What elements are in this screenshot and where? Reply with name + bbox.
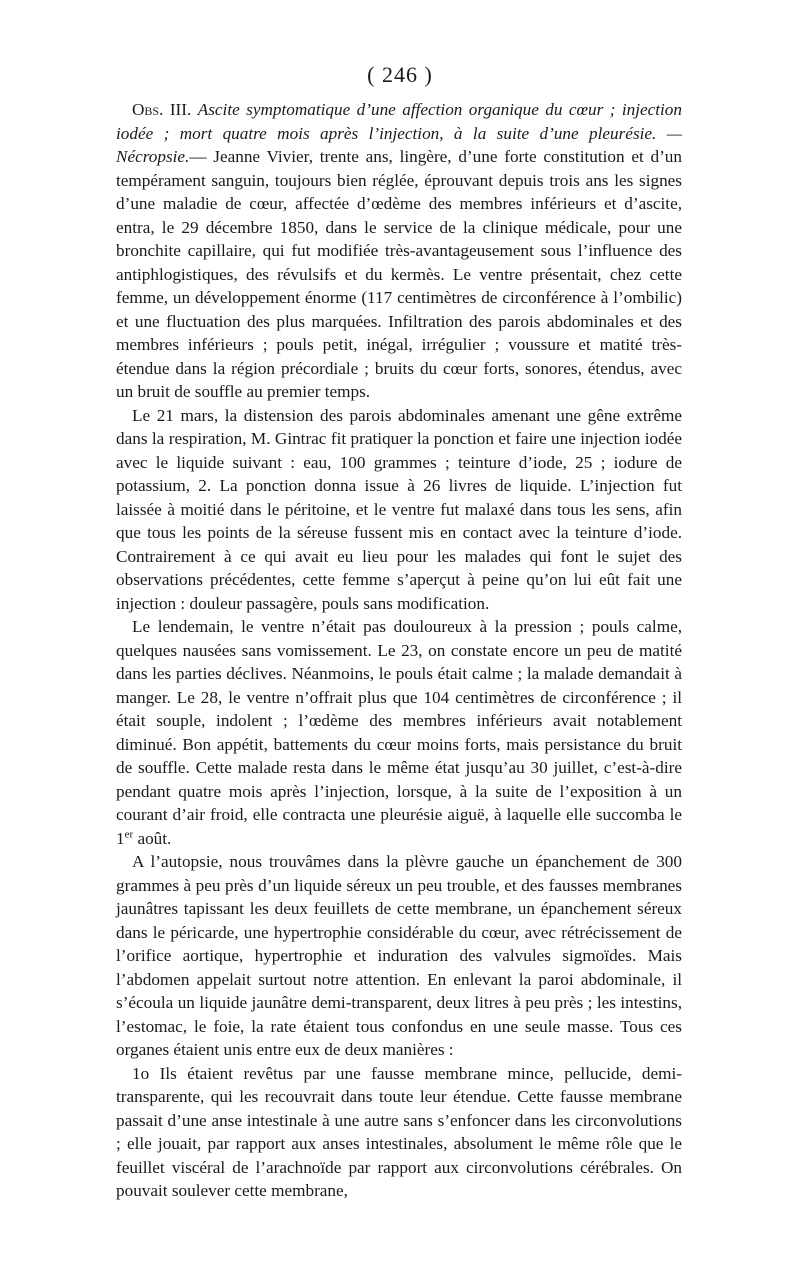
paragraph-injection: Le 21 mars, la distension des parois abdominales amenant une gêne extrême dans la respiration, M. Gintrac fit pratiquer la ponction et faire une injection iodée avec le liquide suivant : eau, 100 grammes ; teinture d’iode, 25 ; iodure de potassium, 2. La ponction donna issue à 26 livres de liquide. L’injection fut laissée à moitié dans le péritoine, et le ventre fut malaxé dans tous les sens, afin que tous les points de la séreuse fussent mis en contact avec la teinture d’iode. Contrairement à ce qui avait eu lieu pour les malades qui font le sujet des observations précédentes, cette femme s’aperçut à peine qu’on lui eût fait une injection : douleur passagère, pouls sans modification.: [116, 405, 682, 613]
observation-body: — Jeanne Vivier, trente ans, lingère, d’une forte constitution et d’un tempérament sanguin, toujours bien réglée, éprouvant depuis trois ans les signes d’une maladie de cœur, affectée d’œdème des membres inférieurs et d’ascite, entra, le 29 décembre 1850, dans le service de la clinique médicale, pour une bronchite capillaire, qui fut modifiée très-avantageusement sous l’influence des antiphlogistiques, des révulsifs et du kermès. Le ventre présentait, chez cette femme, un développement énorme (117 centimètres de circonférence à l’ombilic) et une fluctuation des plus marquées. Infiltration des parois abdominales et des membres inférieurs ; pouls petit, inégal, irrégulier ; voussure et matité très-étendue dans la région précordiale ; bruits du cœur forts, sonores, étendus, avec un bruit de souffle au premier temps.: [116, 147, 682, 401]
paragraph-followup: [116, 615, 682, 850]
ordinal-superscript: er: [124, 827, 134, 840]
paragraph-autopsy: A l’autopsie, nous trouvâmes dans la plèvre gauche un épanchement de 300 grammes à peu près d’un liquide séreux un peu trouble, et des fausses membranes jaunâtres tapissant les deux feuillets de cette membrane, un épanchement séreux dans le péricarde, une hypertrophie considérable du cœur, avec rétrécissement de l’orifice aortique, hypertrophie et induration des valvules sigmoïdes. Mais l’abdomen appelait surtout notre attention. En enlevant la paroi abdominale, il s’écoula un liquide jaunâtre demi-transparent, deux litres à peu près ; les intestins, l’estomac, le foie, la rate étaient tous confondus en une seule masse. Tous ces organes étaient unis entre eux de deux manières :: [116, 852, 682, 1059]
paragraph-followup-end: août.: [133, 828, 172, 848]
observation-label: Obs. III.: [132, 100, 192, 119]
paragraph-first-manner: 1o Ils étaient revêtus par une fausse membrane mince, pellucide, demi-transparente, qui les recouvrait dans toute leur étendue. Cette fausse membrane passait d’une anse intestinale à une autre sans s’enfoncer dans les circonvolutions ; elle jouait, par rapport aux anses intestinales, absolument le même rôle que le feuillet viscéral de l’arachnoïde par rapport aux circonvolutions cérébrales. On pouvait soulever cette membrane,: [116, 1063, 682, 1200]
observation-title: Ascite symptomatique d’une affection organique du cœur ; injection iodée ; mort quatre mois après l’injection, à la suite d’une pleurésie. — Nécropsie.: [116, 100, 682, 166]
observation-paragraph: [116, 98, 682, 404]
page-body: [116, 98, 682, 1203]
paragraph-followup-text: Le lendemain, le ventre n’était pas douloureux à la pression ; pouls calme, quelques nausées sans vomissement. Le 23, on constate encore un peu de matité dans les parties déclives. Néanmoins, le pouls était calme ; la malade demandait à manger. Le 28, le ventre n’offrait plus que 104 centimètres de circonférence ; il était souple, indolent ; l’œdème des membres inférieurs avait notablement diminué. Bon appétit, battements du cœur moins forts, mais persistance du bruit de souffle. Cette malade resta dans le même état jusqu’au 30 juillet, c’est-à-dire pendant quatre mois après l’injection, lorsque, à la suite de l’exposition à un courant d’air froid, elle contracta une pleurésie aiguë, à laquelle elle succomba le 1: [116, 617, 682, 848]
page-number: ( 246 ): [367, 62, 433, 87]
